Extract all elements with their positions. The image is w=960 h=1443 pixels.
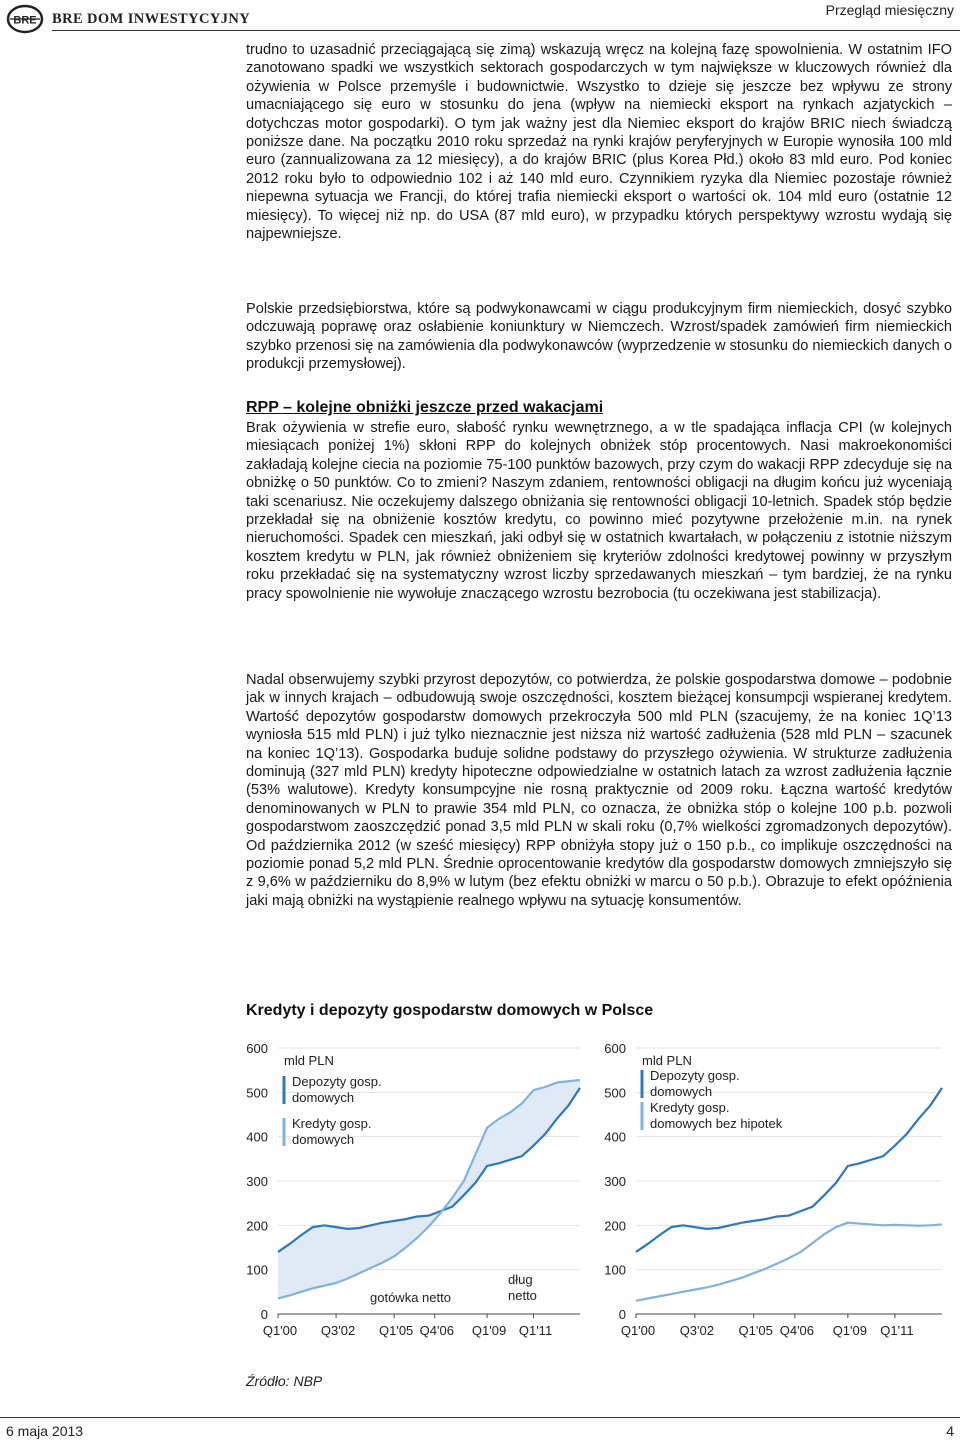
gap-area — [278, 1080, 580, 1299]
y-tick-label: 200 — [604, 1218, 626, 1234]
y-tick-label: 0 — [618, 1307, 626, 1322]
source-note: Źródło: NBP — [246, 1373, 323, 1389]
paragraph-rpp-cuts: Brak ożywienia w strefie euro, słabość rynku wewnętrznego, a w tle spadająca inflacja CPI (w kolejnych miesiącach poniżej 1%) skłoni RPP do kolejnych obniżek stóp procentowych. Nasi makroekonomiści zakładają kolejne ciecia na poziomie 75-100 punktów bazowych, przy czym do wakacji RPP zdecyduje się na obniżkę o 50 punktów. Co to zmieni? Naszym zdaniem, rentowności obligacji na długim końcu już wyceniają taki scenariusz. Nie oczekujemy dalszego obniżania się rentowności obligacji 10-letnich. Spadek stóp będzie przekładał się na obniżenie kosztów kredytu, co powinno mieć pozytywne przełożenie m.in. na rynek nieruchomości. Spadek cen mieszkań, jaki odbył się w ostatnich kwartałach, w połączeniu z istotnie niższym kosztem kredytu w PLN, jak również obniżeniem się kryteriów zdolności kredytowej powinny w przyszłym roku przekładać się na systematyczny wzrost liczby sprzedawanych mieszkań – tym bardziej, że na rynku pracy spowolnienie nie wywołuje znaczącego wzrostu bezrobocia (tu oczekiwana jest stabilizacja). — [246, 420, 952, 602]
y-tick-label: 500 — [246, 1085, 268, 1101]
y-tick-label: 300 — [246, 1174, 268, 1189]
x-tick-label: Q1'11 — [880, 1323, 914, 1338]
x-tick-label: Q3'02 — [679, 1323, 714, 1338]
chart-svg-2 — [594, 1036, 946, 1356]
x-tick-label: Q1'09 — [832, 1323, 867, 1338]
logo-wordmark: BRE DOM INWESTYCYJNY — [52, 11, 251, 27]
bre-logo-icon — [6, 4, 44, 34]
annotation-label: dług — [508, 1272, 533, 1287]
x-tick-label: Q1'00 — [262, 1323, 298, 1338]
x-tick-label: Q1'09 — [471, 1323, 507, 1338]
legend-label: domowych — [650, 1084, 713, 1099]
paragraph-polish-subcontractors: Polskie przedsiębiorstwa, które są podwykonawcami w ciągu produkcyjnym firm niemieckich, dosyć szybko odczuwają poprawę oraz osłabienie koniunktury w Niemczech. Wzrost/spadek zamówień firm niemieckich szybko przenosi się na zamówienia dla podwykonawców (wyprzedzenie w stosunku do niemieckich danych o produkcji przemysłowej). — [246, 301, 952, 373]
logo-mark-text: BRE — [13, 14, 37, 27]
y-tick-label: 300 — [604, 1174, 626, 1189]
x-tick-label: Q1'11 — [518, 1323, 553, 1338]
footer-date: 6 maja 2013 — [6, 1423, 84, 1439]
legend-label: Kredyty gosp. — [292, 1116, 372, 1131]
chart-svg-1 — [236, 1036, 584, 1356]
y-tick-label: 500 — [604, 1085, 626, 1101]
y-tick-label: 600 — [246, 1041, 268, 1056]
section-label: Przegląd miesięczny — [825, 2, 954, 18]
x-tick-label: Q3'02 — [320, 1323, 356, 1338]
page-header — [0, 0, 960, 40]
y-tick-label: 200 — [246, 1218, 268, 1234]
x-tick-label: Q1'05 — [738, 1323, 773, 1338]
y-tick-label: 0 — [260, 1307, 268, 1322]
page-number: 4 — [946, 1423, 954, 1439]
legend-label: domowych — [292, 1132, 355, 1147]
annotation-label: netto — [508, 1288, 537, 1303]
y-tick-label: 100 — [604, 1262, 626, 1278]
legend-label: domowych bez hipotek — [650, 1116, 783, 1131]
paragraph-deposits: Nadal obserwujemy szybki przyrost depozytów, co potwierdza, że polskie gospodarstwa domowe – podobnie jak w innych krajach – odbudowują swoje oszczędności, kosztem bieżącej konsumpcji wspieranej kredytem. Wartość depozytów gospodarstw domowych przekroczyła 500 mld PLN (szacujemy, że na koniec 1Q’13 wyniosła 515 mld PLN) i już tylko nieznacznie jest niższa niż wartość zadłużenia (528 mld PLN – szacunek na koniec 1Q’13). Gospodarka buduje solidne podstawy do przyszłego ożywienia. W strukturze zadłużenia dominują (327 mld PLN) kredyty hipoteczne odpowiedzialne w ostatnich latach za wzrost zadłużenia łącznie (53% walutowe). Kredyty konsumpcyjne nie rosną praktycznie od 2009 roku. Łączna wartość kredytów denominowanych w PLN to prawie 354 mld PLN, co oznacza, że obniżka stóp o kolejne 100 p.b. pozwoli gospodarstwom zaoszczędzić ponad 3,5 mld PLN w skali roku (0,7% wielkości zgromadzonych depozytów). Od października 2012 (w sześć miesięcy) RPP obniżyła stopy już o 150 p.b., co implikuje oszczędności na poziomie ponad 5,2 mld PLN. Średnie oprocentowanie kredytów dla gospodarstw domowych zmniejszyło się z 9,6% w październiku do 8,9% w lutym (bez efektu obniżki w marcu o 50 p.b.). Obrazuje to efekt opóźnienia jaki mają obniżki na wystąpienie realnego wpływu na sytuację konsumentów. — [246, 672, 952, 909]
y-tick-label: 400 — [604, 1129, 626, 1145]
x-tick-label: Q1'00 — [620, 1323, 656, 1338]
unit-label: mld PLN — [284, 1053, 334, 1068]
y-tick-label: 600 — [604, 1041, 626, 1056]
x-tick-label: Q4'06 — [779, 1323, 815, 1338]
chart-deposits-vs-loans — [236, 1036, 584, 1361]
x-tick-label: Q4'06 — [419, 1323, 454, 1338]
unit-label: mld PLN — [642, 1053, 692, 1068]
chart-section-title: Kredyty i depozyty gospodarstw domowych w Polsce — [246, 1002, 654, 1019]
annotation-label: gotówka netto — [370, 1290, 451, 1305]
header-divider — [52, 30, 960, 31]
legend-label: Kredyty gosp. — [650, 1100, 730, 1115]
section-heading-rpp: RPP – kolejne obniżki jeszcze przed wakacjami — [246, 399, 604, 416]
footer-divider — [0, 1417, 960, 1418]
paragraph-germany-exports: trudno to uzasadnić przeciągającą się zimą) wskazują wręcz na kolejną fazę spowolnienia. W ostatnim IFO zanotowano spadki we wszystkich sektorach gospodarczych w tym największe w kluczowych również dla ożywienia w Polsce przemyśle i budownictwie. Wszystko to dzieje się jeszcze bez wpływu ze strony umacniającego się euro w stosunku do jena (wpływ na niemiecki eksport na rynkach azjatyckich – dotychczas motor gospodarki). O tym jak ważny jest dla Niemiec eksport do krajów BRIC niech świadczą poniższe dane. Na początku 2010 roku sprzedaż na rynki krajów peryferyjnych w Europie wynosiła 100 mld euro (zannualizowana za 12 miesięcy), a do krajów BRIC (plus Korea Płd.) około 83 mld euro. Pod koniec 2012 roku było to odpowiednio 102 i aż 140 mld euro. Czynnikiem ryzyka dla Niemiec pozostaje również niepewna sytuacja we Francji, do której trafia niemiecki eksport o wartości ok. 104 mld euro (ostatnie 12 miesięcy). To więcej niż np. do USA (87 mld euro), w przypadku których perspektywy wzrostu wydają się najpewniejsze. — [246, 42, 952, 243]
series-line-loans — [636, 1223, 942, 1301]
y-tick-label: 400 — [246, 1129, 268, 1145]
legend-label: Depozyty gosp. — [292, 1074, 382, 1089]
y-tick-label: 100 — [246, 1262, 268, 1278]
legend-label: Depozyty gosp. — [650, 1068, 740, 1083]
chart-deposits-vs-nonmortgage-loans — [594, 1036, 946, 1361]
x-tick-label: Q1'05 — [379, 1323, 414, 1338]
legend-label: domowych — [292, 1090, 355, 1105]
